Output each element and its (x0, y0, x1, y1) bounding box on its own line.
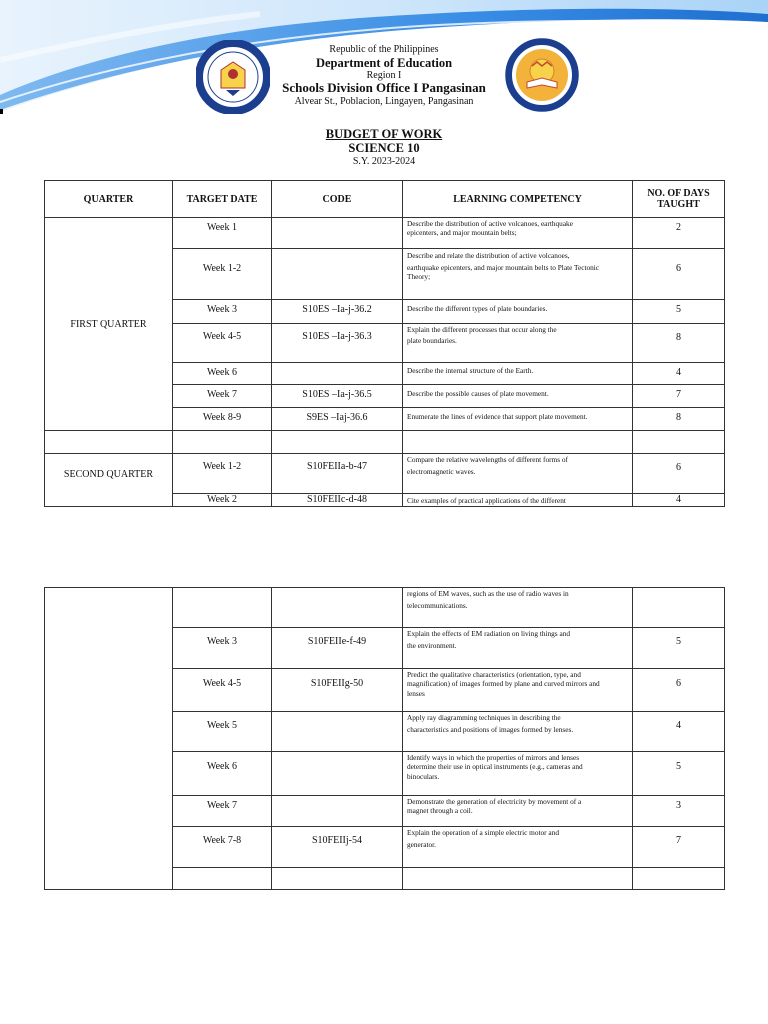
target-date-cell: Week 6 (173, 752, 272, 796)
competency-cell: Apply ray diagramming techniques in describing the characteristics and positions of images formed by lenses. (403, 712, 633, 752)
days-cell: 5 (633, 300, 725, 324)
days-cell: 6 (633, 249, 725, 300)
code-cell (272, 752, 403, 796)
target-date-cell: Week 7 (173, 385, 272, 408)
republic-line: Republic of the Philippines (329, 44, 439, 55)
target-date-cell: Week 3 (173, 628, 272, 669)
table-row-empty (45, 431, 725, 454)
header-code: CODE (272, 181, 403, 218)
days-cell: 7 (633, 827, 725, 868)
target-date-cell: Week 3 (173, 300, 272, 324)
days-cell: 4 (633, 494, 725, 507)
days-cell: 4 (633, 363, 725, 385)
code-cell (272, 796, 403, 827)
quarter-cell-second-continued (45, 588, 173, 890)
header-quarter: QUARTER (45, 181, 173, 218)
competency-cell: Cite examples of practical applications of the different (403, 494, 633, 507)
competency-cell: Identify ways in which the properties of mirrors and lenses determine their use in optical instruments (e.g., cameras and binoculars. (403, 752, 633, 796)
target-date-cell: Week 1-2 (173, 249, 272, 300)
competency-cell: Describe the internal structure of the Earth. (403, 363, 633, 385)
days-cell: 4 (633, 712, 725, 752)
code-cell (272, 588, 403, 628)
days-cell: 5 (633, 628, 725, 669)
target-date-cell: Week 5 (173, 712, 272, 752)
target-date-cell: Week 4-5 (173, 324, 272, 363)
competency-cell: Explain the different processes that occur along the plate boundaries. (403, 324, 633, 363)
competency-cell: Describe the possible causes of plate movement. (403, 385, 633, 408)
header-days-taught: NO. OF DAYS TAUGHT (633, 181, 725, 218)
code-cell (272, 363, 403, 385)
competency-cell: Enumerate the lines of evidence that support plate movement. (403, 408, 633, 431)
target-date-cell: Week 2 (173, 494, 272, 507)
days-cell: 2 (633, 218, 725, 249)
target-date-cell: Week 4-5 (173, 669, 272, 712)
target-date-cell: Week 1-2 (173, 454, 272, 494)
code-cell (272, 218, 403, 249)
target-date-cell: Week 8-9 (173, 408, 272, 431)
days-cell (633, 588, 725, 628)
school-year: S.Y. 2023-2024 (352, 155, 416, 167)
competency-cell: Explain the operation of a simple electric motor and generator. (403, 827, 633, 868)
table-row (45, 588, 725, 628)
target-date-cell: Week 7 (173, 796, 272, 827)
address-line: Alvear St., Poblacion, Lingayen, Pangasinan (294, 96, 474, 108)
division-name: Schools Division Office I Pangasinan (282, 80, 486, 96)
header-learning-competency: LEARNING COMPETENCY (403, 181, 633, 218)
competency-cell: Demonstrate the generation of electricity by movement of a magnet through a coil. (403, 796, 633, 827)
page-corner-mark (0, 109, 3, 114)
code-cell: S10ES –Ia-j-36.3 (272, 324, 403, 363)
department-name: Department of Education (315, 55, 453, 70)
subject-title: SCIENCE 10 (348, 140, 420, 155)
target-date-cell: Week 7-8 (173, 827, 272, 868)
days-cell: 6 (633, 669, 725, 712)
competency-cell: Describe the different types of plate boundaries. (403, 300, 633, 324)
days-cell: 7 (633, 385, 725, 408)
target-date-cell (173, 588, 272, 628)
days-cell: 8 (633, 324, 725, 363)
target-date-cell: Week 6 (173, 363, 272, 385)
competency-cell: Describe and relate the distribution of active volcanoes, earthquake epicenters, and major mountain belts to Plate Tectonic Theory; (403, 249, 633, 300)
code-cell: S10FEIIj-54 (272, 827, 403, 868)
table-row (45, 454, 725, 494)
document-title-block (0, 128, 768, 167)
competency-cell: Explain the effects of EM radiation on living things and the environment. (403, 628, 633, 669)
budget-of-work-table-continued (44, 587, 725, 890)
competency-cell: Describe the distribution of active volcanoes, earthquake epicenters, and major mountain belts; (403, 218, 633, 249)
table-row (45, 218, 725, 249)
days-cell: 8 (633, 408, 725, 431)
quarter-cell-first: FIRST QUARTER (45, 218, 173, 431)
days-cell: 6 (633, 454, 725, 494)
quarter-cell-second: SECOND QUARTER (45, 454, 173, 507)
header-target-date: TARGET DATE (173, 181, 272, 218)
code-cell: S10FEIIe-f-49 (272, 628, 403, 669)
competency-cell: regions of EM waves, such as the use of radio waves in telecommunications. (403, 588, 633, 628)
letterhead (240, 44, 528, 108)
budget-of-work-table (44, 180, 725, 507)
days-cell: 5 (633, 752, 725, 796)
days-cell: 3 (633, 796, 725, 827)
document-title: BUDGET OF WORK (325, 127, 443, 141)
target-date-cell: Week 1 (173, 218, 272, 249)
code-cell: S9ES –Iaj-36.6 (272, 408, 403, 431)
code-cell: S10ES –Ia-j-36.2 (272, 300, 403, 324)
code-cell (272, 249, 403, 300)
code-cell: S10FEIIg-50 (272, 669, 403, 712)
table-header-row (45, 181, 725, 218)
code-cell (272, 712, 403, 752)
competency-cell: Compare the relative wavelengths of different forms of electromagnetic waves. (403, 454, 633, 494)
competency-cell: Predict the qualitative characteristics (orientation, type, and magnification) of images formed by plane and curved mirrors and lenses (403, 669, 633, 712)
region-line: Region I (366, 69, 402, 81)
code-cell: S10ES –Ia-j-36.5 (272, 385, 403, 408)
code-cell: S10FEIIc-d-48 (272, 494, 403, 507)
code-cell: S10FEIIa-b-47 (272, 454, 403, 494)
